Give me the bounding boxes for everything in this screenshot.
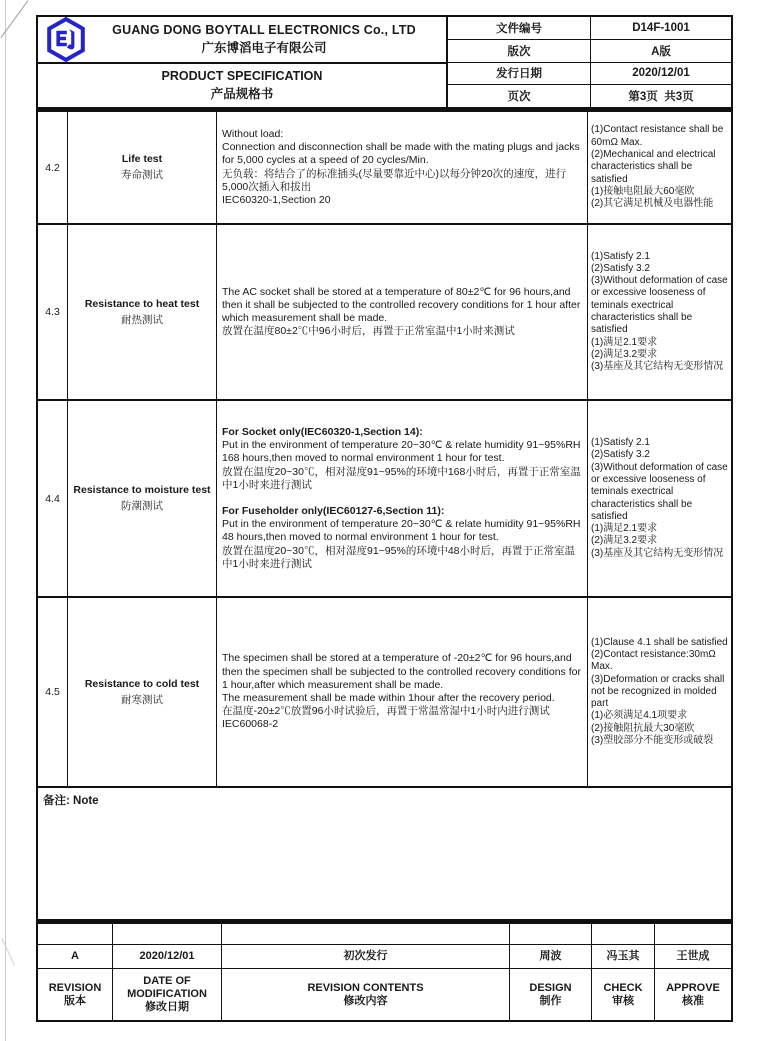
meta-value: A版 bbox=[651, 45, 671, 58]
text-line: (2)接触阻抗最大30毫欧 bbox=[591, 722, 695, 734]
col-header-cn: 制作 bbox=[539, 994, 562, 1007]
test-name bbox=[68, 598, 217, 786]
test-no: 4.4 bbox=[38, 401, 68, 596]
test-name bbox=[68, 225, 217, 399]
table-row-life-test bbox=[38, 112, 731, 223]
revision-code: A bbox=[38, 945, 113, 968]
text-line: (2)Satisfy 3.2 bbox=[591, 449, 650, 461]
meta-issue-date bbox=[448, 62, 731, 85]
header-meta-block bbox=[448, 17, 731, 107]
table-row-cold-test bbox=[38, 596, 731, 786]
col-header-cn: 修改日期 bbox=[145, 1001, 189, 1013]
col-header-en: REVISION bbox=[48, 981, 102, 994]
revision-contents: 初次发行 bbox=[222, 945, 510, 968]
text-line: For Fuseholder only(IEC60127-6,Section 11): bbox=[222, 505, 445, 517]
col-header-cn: 版本 bbox=[64, 994, 86, 1007]
revision-table bbox=[36, 921, 733, 1022]
text-line: (2)Mechanical and electrical characteristics shall be satisfied bbox=[591, 149, 716, 185]
test-requirement bbox=[588, 401, 731, 596]
meta-version bbox=[448, 39, 731, 62]
text-line: 放置在温度20~30℃，相对湿度91~95%的环境中48小时后，再置于正常室温中1小时来进行测试 bbox=[222, 544, 575, 570]
meta-value: 第3页 共3页 bbox=[628, 91, 694, 104]
test-name-en: Resistance to moisture test bbox=[73, 484, 211, 496]
table-row-moisture-test bbox=[38, 399, 731, 596]
test-no: 4.5 bbox=[38, 598, 68, 786]
document-title-en: PRODUCT SPECIFICATION bbox=[161, 69, 323, 83]
text-line: Put in the environment of temperature 20~30℃ & relate humidity 91~95%RH 48 hours,then moved to normal environment 1 hour for test. bbox=[222, 518, 581, 544]
empty-cell bbox=[655, 924, 731, 944]
text-line: Without load: bbox=[222, 127, 284, 140]
scan-edge-line bbox=[5, 0, 6, 1041]
test-name-en: Resistance to heat test bbox=[84, 297, 200, 310]
text-line: (2)满足3.2要求 bbox=[591, 535, 658, 547]
revision-entry-row bbox=[38, 944, 731, 968]
text-line: (3)基座及其它结构无变形情况 bbox=[591, 547, 724, 559]
meta-page-number bbox=[448, 84, 731, 107]
empty-cell bbox=[592, 924, 655, 944]
table-row-heat-test bbox=[38, 223, 731, 399]
test-requirement bbox=[588, 598, 731, 786]
test-name bbox=[68, 112, 217, 223]
text-line: For Socket only(IEC60320-1,Section 14): bbox=[222, 425, 423, 438]
company-row bbox=[38, 17, 446, 64]
empty-cell bbox=[113, 924, 222, 944]
meta-label: 发行日期 bbox=[448, 63, 591, 85]
revision-design: 周波 bbox=[510, 945, 592, 968]
test-requirement bbox=[588, 225, 731, 399]
text-line: 放置在温度20~30℃，相对湿度91~95%的环境中168小时后，再置于正常室温中1小时来进行测试 bbox=[222, 465, 581, 491]
revision-date: 2020/12/01 bbox=[113, 945, 222, 968]
text-line: IEC60068-2 bbox=[222, 718, 279, 731]
revision-check: 冯玉其 bbox=[592, 945, 655, 968]
text-line: (2)其它满足机械及电器性能 bbox=[591, 198, 714, 210]
document-title bbox=[38, 64, 446, 107]
col-header-approve bbox=[655, 969, 731, 1020]
meta-label: 页次 bbox=[448, 85, 591, 107]
test-name-cn: 防潮测试 bbox=[121, 500, 163, 512]
text-line: The AC socket shall be stored at a temperature of 80±2℃ for 96 hours,and then it shall be subjected to the controlled recovery conditions for 1 hour after which measurement shall be made. bbox=[222, 285, 581, 324]
header-left-block bbox=[38, 17, 448, 107]
text-line: (1)必须满足4.1项要求 bbox=[591, 710, 688, 722]
col-header-design bbox=[510, 969, 592, 1020]
col-header-en: APPROVE bbox=[666, 981, 720, 994]
text-line: (2)Satisfy 3.2 bbox=[591, 262, 650, 274]
col-header-cn: 修改内容 bbox=[343, 994, 388, 1007]
company-logo-icon bbox=[44, 17, 88, 62]
col-header-cn: 核准 bbox=[682, 994, 704, 1007]
text-line: (1)接触电阻最大60毫欧 bbox=[591, 185, 695, 197]
text-line: (1)满足2.1要求 bbox=[591, 523, 658, 535]
col-header-contents bbox=[222, 969, 510, 1020]
text-line: IEC60320-1,Section 20 bbox=[222, 193, 331, 206]
text-line: (3)基座及其它结构无变形情况 bbox=[591, 361, 724, 373]
text-line: 在温度-20±2℃放置96小时试验后，再置于常温常湿中1小时内进行测试 bbox=[222, 705, 550, 718]
text-line: (1)Satisfy 2.1 bbox=[591, 437, 650, 449]
text-line: (2)Contact resistance:30mΩ Max. bbox=[591, 648, 716, 673]
text-line: (3)Deformation or cracks shall not be recognized in molded part bbox=[591, 673, 725, 710]
test-content bbox=[217, 225, 588, 399]
col-header-check bbox=[592, 969, 655, 1020]
text-line: (1)Contact resistance shall be 60mΩ Max. bbox=[591, 124, 724, 148]
test-content bbox=[217, 401, 588, 596]
test-name-cn: 耐寒测试 bbox=[121, 693, 163, 706]
text-line: (1)满足2.1要求 bbox=[591, 336, 658, 348]
document-title-cn: 产品规格书 bbox=[210, 87, 274, 101]
col-header-revision bbox=[38, 969, 113, 1020]
test-spec-table bbox=[36, 109, 733, 788]
col-header-date bbox=[113, 969, 222, 1020]
test-name-en: Life test bbox=[121, 153, 163, 165]
meta-value: 2020/12/01 bbox=[632, 67, 690, 80]
company-name-cn: 广东博滔电子有限公司 bbox=[201, 41, 327, 55]
col-header-en: DESIGN bbox=[529, 981, 572, 994]
test-no: 4.2 bbox=[38, 112, 68, 223]
meta-label: 文件编号 bbox=[448, 17, 591, 39]
test-name-en: Resistance to cold test bbox=[84, 677, 200, 690]
meta-label: 版次 bbox=[448, 40, 591, 62]
company-name-en: GUANG DONG BOYTALL ELECTRONICS Co., LTD bbox=[112, 23, 416, 37]
company-names bbox=[88, 23, 440, 56]
revision-approve: 王世成 bbox=[676, 950, 710, 962]
text-line: (3)Without deformation of case or excessive looseness of teminals exectrical characteristics shall be satisfied bbox=[591, 461, 728, 522]
text-line: 放置在温度80±2℃中96小时后，再置于正常室温中1小时来测试 bbox=[222, 325, 515, 338]
text-line bbox=[222, 492, 582, 505]
document-header bbox=[36, 15, 733, 109]
meta-doc-number bbox=[448, 17, 731, 39]
empty-cell bbox=[38, 924, 113, 944]
text-line: Put in the environment of temperature 20~30℃ & relate humidity 91~95%RH 168 hours,then moved to normal environment 1 hour for test. bbox=[222, 439, 581, 465]
test-name bbox=[68, 401, 217, 596]
test-no: 4.3 bbox=[38, 225, 68, 399]
note-label: 备注: Note bbox=[43, 795, 99, 807]
col-header-en: DATE OF MODIFICATION bbox=[127, 975, 207, 1000]
text-line: (2)满足3.2要求 bbox=[591, 348, 658, 360]
test-name-cn: 寿命测试 bbox=[121, 169, 163, 181]
revision-header-row bbox=[38, 968, 731, 1020]
meta-value: D14F-1001 bbox=[632, 21, 690, 34]
text-line: (3)塑胶部分不能变形或破裂 bbox=[591, 735, 714, 747]
text-line: 无负载：将结合了的标准插头(尽量要靠近中心)以每分钟20次的速度，进行5,000次插入和拔出 bbox=[222, 167, 567, 193]
scan-fold-mark-bottom-left bbox=[2, 938, 16, 966]
text-line: Connection and disconnection shall be made with the mating plugs and jacks for 5,000 cycles at a speed of 20 cycles/Min. bbox=[222, 141, 580, 167]
text-line: The measurement shall be made within 1hour after the recovery period. bbox=[222, 692, 555, 704]
empty-cell bbox=[510, 924, 592, 944]
revision-empty-row bbox=[38, 924, 731, 944]
text-line: (1)Satisfy 2.1 bbox=[591, 250, 650, 262]
test-requirement bbox=[588, 112, 731, 223]
note-section bbox=[36, 788, 733, 921]
col-header-en: CHECK bbox=[603, 981, 643, 994]
empty-cell bbox=[222, 924, 510, 944]
text-line: (1)Clause 4.1 shall be satisfied bbox=[591, 636, 728, 648]
col-header-cn: 审核 bbox=[612, 994, 634, 1007]
test-name-cn: 耐热测试 bbox=[121, 313, 163, 326]
test-content bbox=[217, 112, 588, 223]
text-line: (3)Without deformation of case or excessive looseness of teminals exectrical characteristics shall be satisfied bbox=[591, 275, 728, 336]
test-content bbox=[217, 598, 588, 786]
col-header-en: REVISION CONTENTS bbox=[307, 981, 424, 994]
text-line: The specimen shall be stored at a temperature of -20±2℃ for 96 hours,and then the specimen shall be subjected to the controlled recovery conditions for 1 hour,after which measurement shall be made. bbox=[222, 652, 581, 691]
